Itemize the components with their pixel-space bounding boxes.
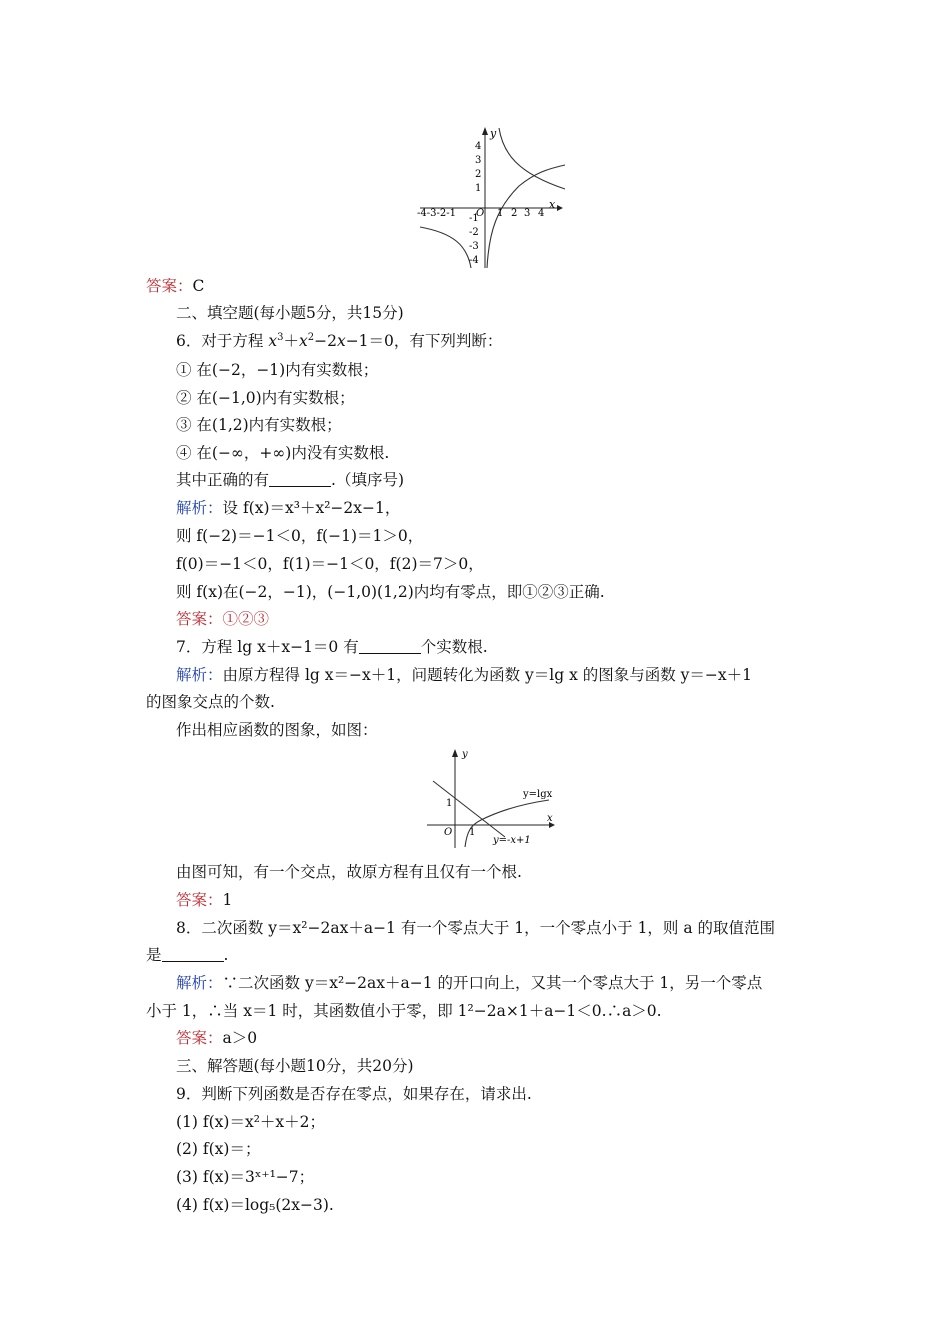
y-axis-arrow (452, 749, 458, 757)
curve-label: y=lgx (523, 789, 553, 800)
answer-value: ①②③ (222, 610, 270, 628)
y-tick-1: 1 (475, 183, 482, 194)
q6-answer (176, 609, 269, 629)
q8-solution-line-1: 解析：∵二次函数 y＝x²−2ax＋a−1 的开口向上，又其一个零点大于 1，另一个零点 (176, 974, 763, 992)
section-2-heading: 二、填空题(每小题5分，共15分) (176, 304, 404, 322)
y-tick-neg2: -2 (469, 227, 479, 238)
x-ticks-negative: -4-3-2-1 (417, 208, 456, 219)
q9-part-1: (1) f(x)＝x²＋x＋2； (176, 1113, 326, 1131)
q8-answer (176, 1028, 257, 1048)
fill-blank (269, 472, 331, 487)
q8-stem-line-1: 8．二次函数 y＝x²−2ax＋a−1 有一个零点大于 1，一个零点小于 1，则 a 的取值范围 (176, 919, 776, 937)
origin-label: O (444, 827, 453, 838)
y-tick-4: 4 (475, 141, 482, 152)
q7-solution-line-4: 由图可知，有一个交点，故原方程有且仅有一个根. (176, 863, 522, 881)
y-tick-neg4: -4 (469, 255, 479, 266)
x-axis-label: x (547, 813, 553, 824)
y-axis-arrow (482, 127, 488, 135)
q9-part-4: (4) f(x)＝log₅(2x−3). (176, 1196, 334, 1214)
answer-label: 答案： (176, 610, 223, 628)
q7-solution-line-2: 的图象交点的个数. (146, 693, 275, 711)
origin-label: O (476, 208, 485, 219)
q6-option-4: ④ 在(−∞，+∞)内没有实数根. (176, 444, 390, 462)
solution-label: 解析： (176, 974, 223, 992)
section-3-heading: 三、解答题(每小题10分，共20分) (176, 1057, 414, 1075)
x-tick-3: 3 (524, 208, 531, 219)
fill-blank (359, 639, 421, 654)
fill-blank (162, 947, 224, 962)
q8-stem-line-2: 是 . (146, 946, 229, 964)
q6-solution-line-4: 则 f(x)在(−2，−1)，(−1,0)(1,2)内均有零点，即①②③正确. (176, 583, 605, 601)
q9-part-2: (2) f(x)＝； (176, 1140, 261, 1158)
x-tick-2: 2 (511, 208, 518, 219)
figure-reciprocal-log-graph (415, 123, 575, 271)
line-label: y=-x+1 (493, 835, 531, 846)
q7-answer (176, 890, 232, 910)
q6-stem: 6．对于方程 $x^3+x^2-2x-1=0$，有下列判断： (176, 332, 503, 350)
q6-question: 其中正确的有 .（填序号) (176, 471, 404, 489)
y-tick-1: 1 (446, 798, 453, 809)
answer-value: C (192, 277, 205, 295)
reciprocal-branch-positive (499, 128, 565, 189)
q6-option-2: ② 在(−1,0)内有实数根； (176, 389, 355, 407)
answer-label: 答案： (176, 1029, 223, 1047)
x-tick-1: 1 (497, 208, 504, 219)
reciprocal-branch-negative (420, 227, 471, 268)
answer-value: 1 (222, 891, 233, 909)
q6-solution-line-1: 解析：设 f(x)＝x³＋x²−2x−1， (176, 499, 401, 517)
solution-label: 解析： (176, 499, 223, 517)
q8-solution-line-2: 小于 1，∴当 x＝1 时，其函数值小于零，即 1²−2a×1＋a−1＜0.∴a＞0. (146, 1002, 662, 1020)
y-axis-label: y (490, 127, 497, 140)
y-tick-2: 2 (475, 169, 482, 180)
x-tick-1: 1 (469, 827, 476, 838)
q6-option-3: ③ 在(1,2)内有实数根； (176, 416, 342, 434)
y-tick-neg3: -3 (469, 241, 479, 252)
q6-solution-line-2: 则 f(−2)＝−1＜0，f(−1)＝1＞0， (176, 527, 424, 545)
q9-part-3: (3) f(x)＝3ˣ⁺¹−7； (176, 1168, 315, 1186)
solution-label: 解析： (176, 666, 223, 684)
q7-stem: 7．方程 lg x＋x−1＝0 有 个实数根. (176, 638, 488, 656)
q5-answer (146, 276, 204, 296)
y-axis-label: y (462, 749, 468, 760)
q6-solution-line-3: f(0)＝−1＜0，f(1)＝−1＜0，f(2)＝7＞0， (176, 555, 484, 573)
x-axis-label: x (549, 198, 556, 211)
y-tick-neg1: -1 (469, 213, 479, 224)
figure-lg-and-line-graph (425, 745, 560, 850)
q6-option-1: ① 在(−2，−1)内有实数根； (176, 361, 379, 379)
answer-label: 答案： (146, 277, 193, 295)
y-tick-3: 3 (475, 155, 482, 166)
q9-stem: 9．判断下列函数是否存在零点，如果存在，请求出. (176, 1085, 532, 1103)
q7-solution-line-1: 解析：由原方程得 lg x＝−x＋1，问题转化为函数 y＝lg x 的图象与函数 y＝−x＋1 (176, 666, 753, 684)
x-axis-arrow (557, 205, 563, 211)
q7-solution-line-3: 作出相应函数的图象，如图： (176, 721, 378, 739)
answer-value: a＞0 (222, 1029, 258, 1047)
x-tick-4: 4 (538, 208, 545, 219)
answer-label: 答案： (176, 891, 223, 909)
